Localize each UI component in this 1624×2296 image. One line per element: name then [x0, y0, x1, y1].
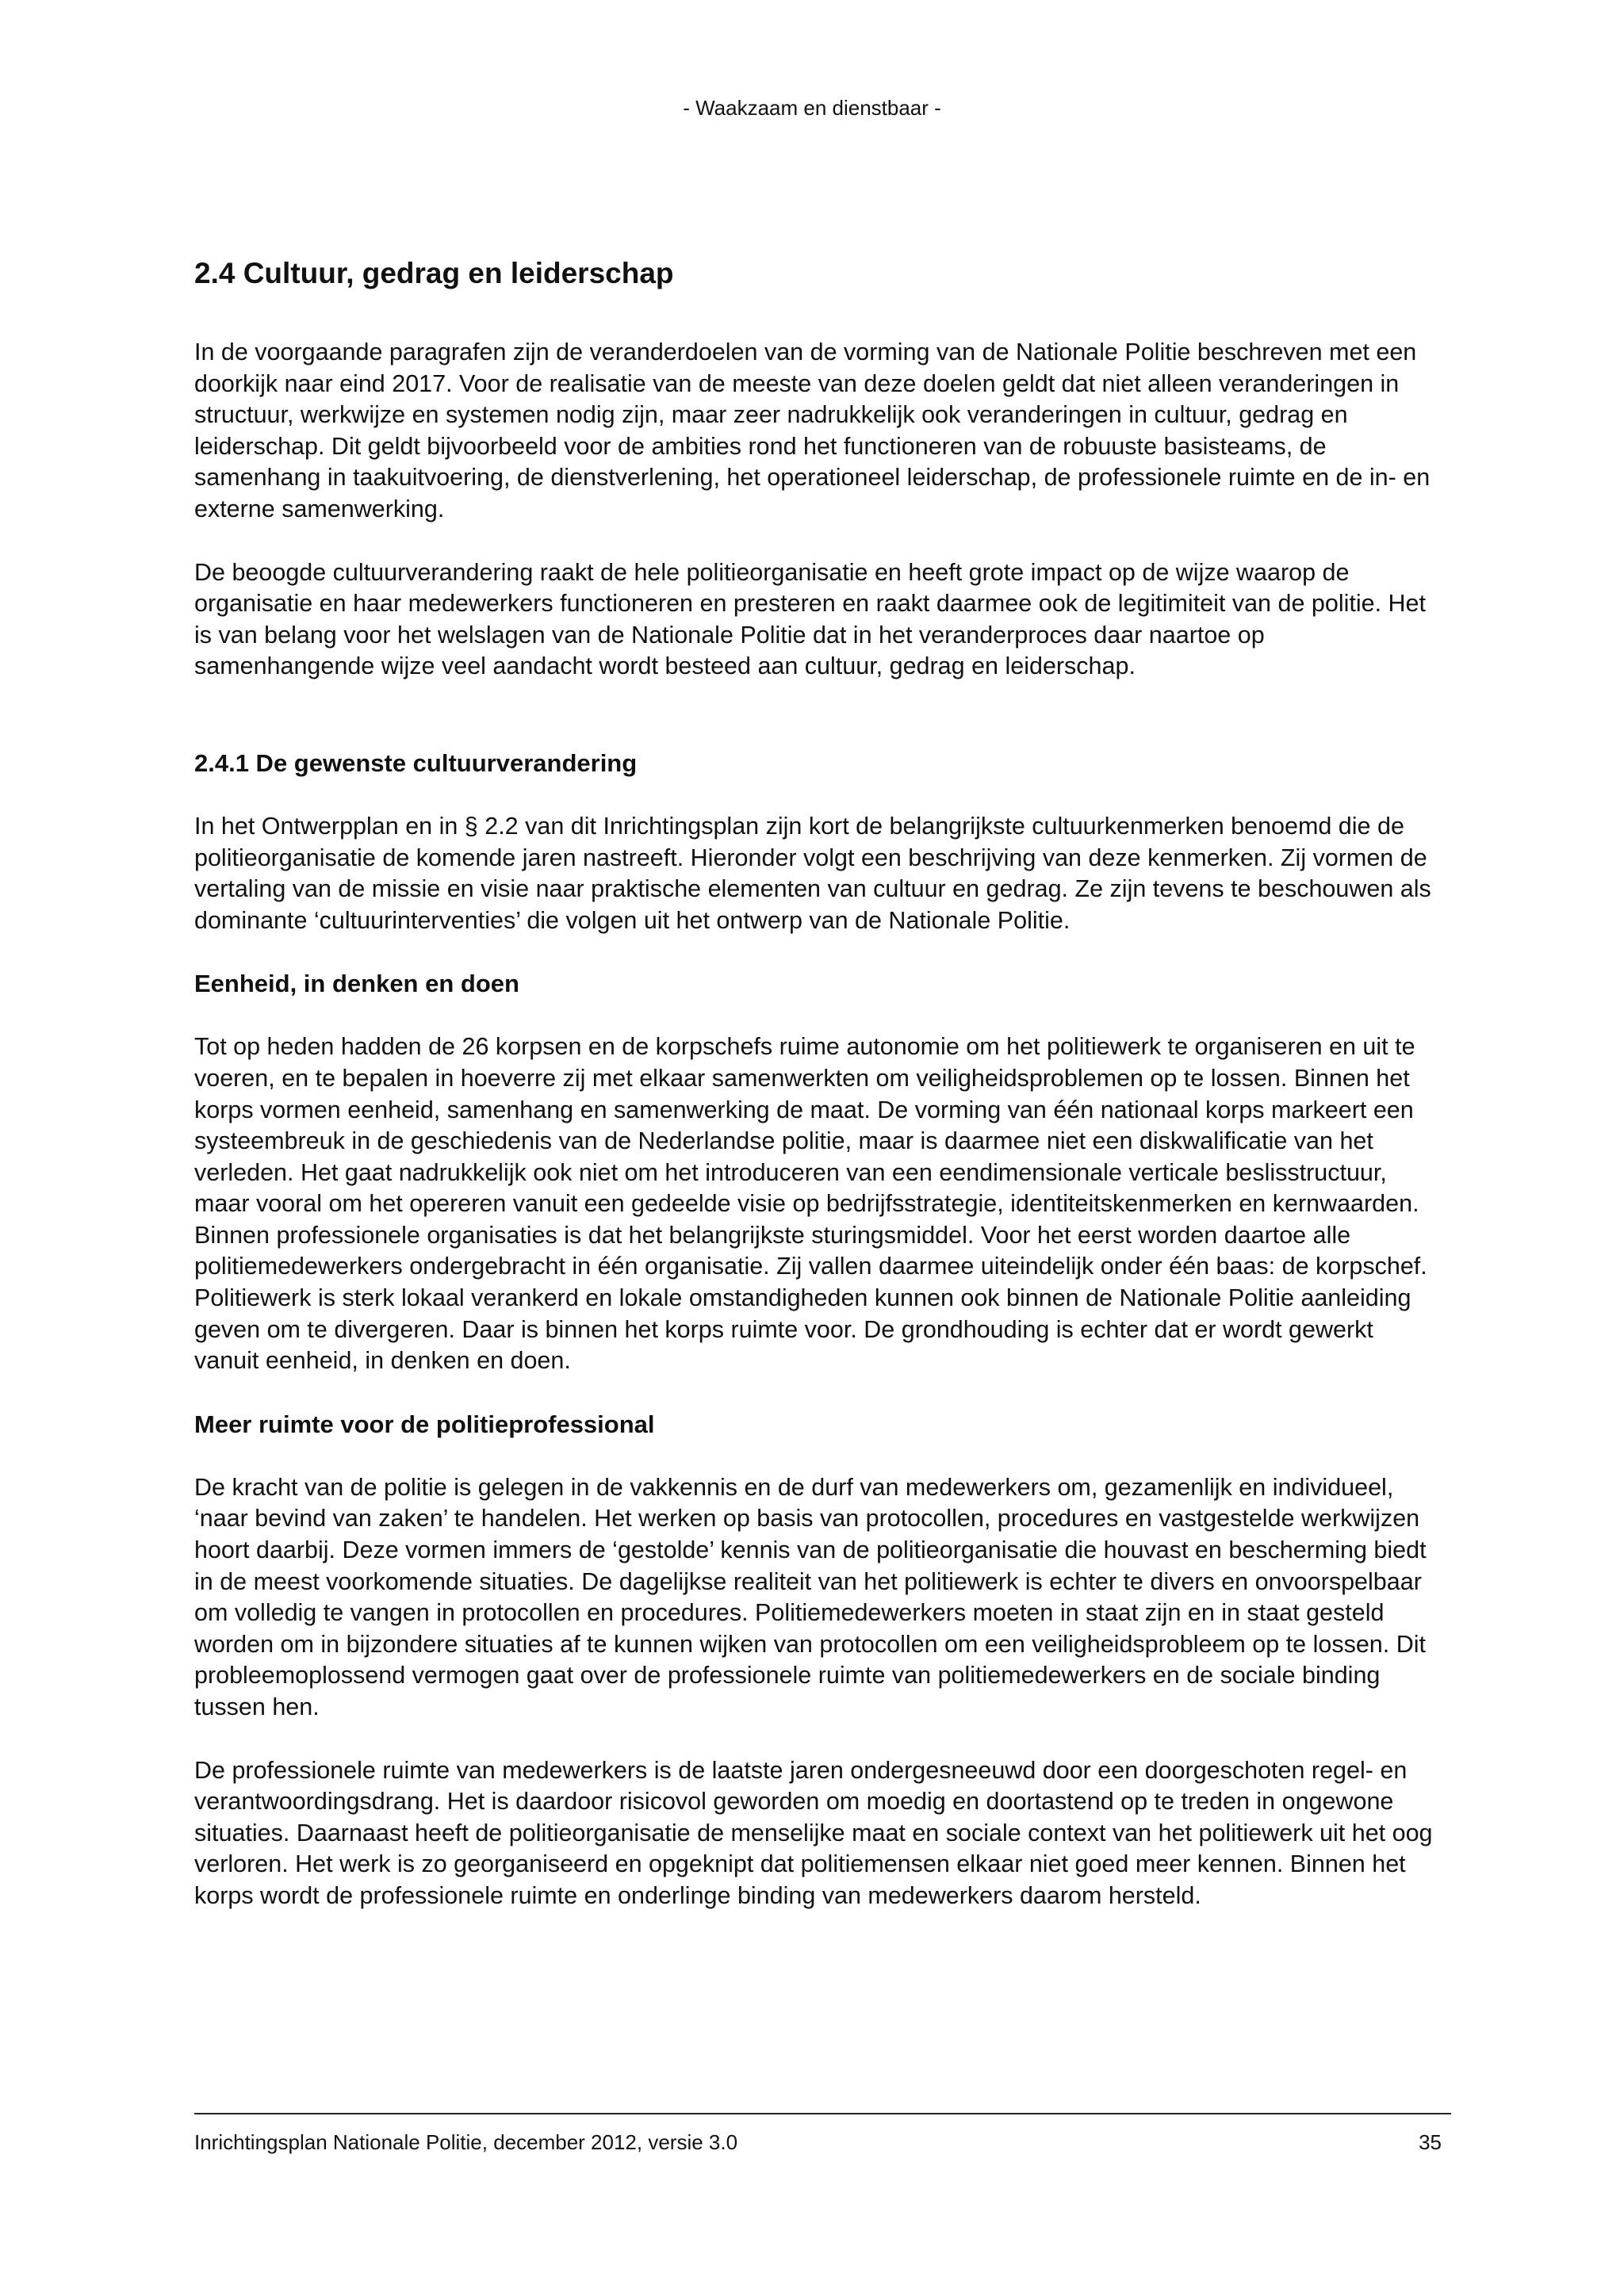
- body-paragraph: In de voorgaande paragrafen zijn de veranderdoelen van de vorming van de Nationale Politie beschreven met een doorkijk naar eind 2017. Voor de realisatie van de meeste van deze doelen geldt dat niet alleen veranderingen in structuur, werkwijze en systemen nodig zijn, maar zeer nadrukkelijk ook veranderingen in cultuur, gedrag en leiderschap. Dit geldt bijvoorbeeld voor de ambities rond het functioneren van de robuuste basisteams, de samenhang in taakuitvoering, de dienstverlening, het operationeel leiderschap, de professionele ruimte en de in- en externe samenwerking.: [194, 339, 1431, 522]
- topic-heading: Meer ruimte voor de politieprofessional: [194, 1410, 655, 1438]
- body-paragraph: Tot op heden hadden de 26 korpsen en de korpschefs ruime autonomie om het politiewerk te organiseren en uit te voeren, en te bepalen in hoeverre zij met elkaar samenwerkten om veiligheidsproblemen op te lossen. Binnen het korps vormen eenheid, samenhang en samenwerking de maat. De vorming van één nationaal korps markeert een systeembreuk in de geschiedenis van de Nederlandse politie, maar is daarmee niet een diskwalificatie van het verleden. Het gaat nadrukkelijk ook niet om het introduceren van een eendimensionale verticale beslisstructuur, maar vooral om het opereren vanuit een gedeelde visie op bedrijfsstrategie, identiteitskenmerken en kernwaarden. Binnen professionele organisaties is dat het belangrijkste sturingsmiddel. Voor het eerst worden daartoe alle politiemedewerkers ondergebracht in één organisatie. Zij vallen daarmee uiteindelijk onder één baas: de korpschef. Politiewerk is sterk lokaal verankerd en lokale omstandigheden kunnen ook binnen de Nationale Politie aanleiding geven om te divergeren. Daar is binnen het korps ruimte voor. De grondhouding is echter dat er wordt gewerkt vanuit eenheid, in denken en doen.: [194, 1033, 1427, 1375]
- section-heading: 2.4 Cultuur, gedrag en leiderschap: [194, 257, 674, 289]
- body-paragraph: De professionele ruimte van medewerkers is de laatste jaren ondergesneeuwd door een doorgeschoten regel- en verantwoordingsdrang. Het is daardoor risicovol geworden om moedig en doortastend op te treden in ongewone situaties. Daarnaast heeft de politieorganisatie de menselijke maat en sociale context van het politiewerk uit het oog verloren. Het werk is zo georganiseerd en opgeknipt dat politiemensen elkaar niet goed meer kennen. Binnen het korps wordt de professionele ruimte en onderlinge binding van medewerkers daarom hersteld.: [194, 1756, 1433, 1909]
- page-number: 35: [1419, 2130, 1442, 2154]
- body-paragraph: De kracht van de politie is gelegen in de vakkennis en de durf van medewerkers om, gezamenlijk en individueel, ‘naar bevind van zaken’ te handelen. Het werken op basis van protocollen, procedures en vastgestelde werkwijzen hoort daarbij. Deze vormen immers de ‘gestolde’ kennis van de politieorganisatie die houvast en bescherming biedt in de meest voorkomende situaties. De dagelijkse realiteit van het politiewerk is echter te divers en onvoorspelbaar om volledig te vangen in protocollen en procedures. Politiemedewerkers moeten in staat zijn en in staat gesteld worden om in bijzondere situaties af te kunnen wijken van protocollen om een veiligheidsprobleem op te lossen. Dit probleemoplossend vermogen gaat over de professionele ruimte van politiemedewerkers en de sociale binding tussen hen.: [194, 1473, 1427, 1720]
- body-paragraph: De beoogde cultuurverandering raakt de hele politieorganisatie en heeft grote impact op de wijze waarop de organisatie en haar medewerkers functioneren en presteren en raakt daarmee ook de legitimiteit van de politie. Het is van belang voor het welslagen van de Nationale Politie dat in het veranderproces daar naartoe op samenhangende wijze veel aandacht wordt besteed aan cultuur, gedrag en leiderschap.: [194, 558, 1426, 680]
- subsection-heading: 2.4.1 De gewenste cultuurverandering: [194, 748, 638, 777]
- running-header: - Waakzaam en dienstbaar -: [683, 96, 941, 120]
- topic-heading: Eenheid, in denken en doen: [194, 970, 519, 998]
- body-paragraph: In het Ontwerpplan en in § 2.2 van dit Inrichtingsplan zijn kort de belangrijkste cultuurkenmerken benoemd die de politieorganisatie de komende jaren nastreeft. Hieronder volgt een beschrijving van deze kenmerken. Zij vormen de vertaling van de missie en visie naar praktische elementen van cultuur en gedrag. Ze zijn tevens te beschouwen als dominante ‘cultuurinterventies’ die volgen uit het ontwerp van de Nationale Politie.: [194, 812, 1431, 934]
- footer-document-info: Inrichtingsplan Nationale Politie, december 2012, versie 3.0: [194, 2130, 738, 2154]
- page-content: [194, 254, 1443, 1944]
- footer-divider: [194, 2113, 1451, 2114]
